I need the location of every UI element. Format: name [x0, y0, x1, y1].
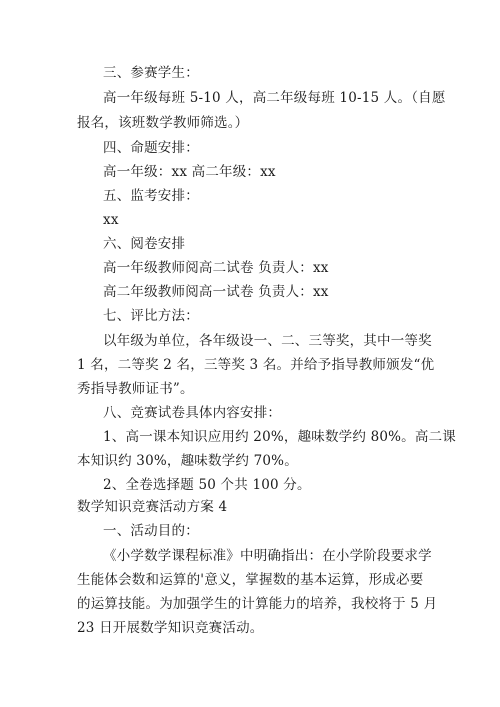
paragraph-line: 本知识约 30%，趣味数学约 70%。 — [77, 453, 298, 469]
paragraph-line: 高一年级每班 5-10 人，高二年级每班 10-15 人。（自愿 — [103, 90, 446, 106]
paragraph-line: 高二年级教师阅高一试卷 负责人：xx — [103, 284, 329, 300]
paragraph-line: 高一年级教师阅高二试卷 负责人：xx — [103, 260, 329, 276]
paragraph-line: 23 日开展数学知识竞赛活动。 — [77, 620, 264, 636]
section-heading-evaluation: 七、评比方法： — [103, 308, 199, 324]
section-heading-invigilation: 五、监考安排： — [103, 188, 199, 204]
paragraph-line: 秀指导教师证书”。 — [77, 381, 194, 397]
section-heading-marking: 六、阅卷安排 — [103, 236, 186, 252]
section-heading-purpose: 一、活动目的： — [103, 523, 199, 539]
document-title: 数学知识竞赛活动方案 4 — [77, 499, 228, 515]
paragraph-line: xx — [103, 212, 119, 228]
paragraph-line: 报名，该班数学教师筛选。） — [77, 115, 249, 131]
paragraph-line: 以年级为单位，各年级设一、二、三等奖，其中一等奖 — [103, 333, 432, 349]
paragraph-line: 生能体会数和运算的'意义，掌握数的基本运算，形成必要 — [77, 572, 424, 588]
section-heading-participants: 三、参赛学生： — [103, 65, 199, 81]
section-heading-question-setting: 四、命题安排： — [103, 140, 199, 156]
paragraph-line: 《小学数学课程标准》中明确指出：在小学阶段要求学 — [103, 548, 432, 564]
paragraph-line: 的运算技能。为加强学生的计算能力的培养，我校将于 5 月 — [77, 596, 438, 612]
paragraph-line: 1 名，二等奖 2 名，三等奖 3 名。并给予指导教师颁发“优 — [77, 357, 435, 373]
paragraph-line: 1、高一课本知识应用约 20%，趣味数学约 80%。高二课 — [103, 429, 456, 445]
paragraph-line: 2、全卷选择题 50 个共 100 分。 — [103, 477, 311, 493]
section-heading-paper-content: 八、竞赛试卷具体内容安排： — [103, 405, 282, 421]
paragraph-line: 高一年级：xx 高二年级：xx — [103, 164, 276, 180]
